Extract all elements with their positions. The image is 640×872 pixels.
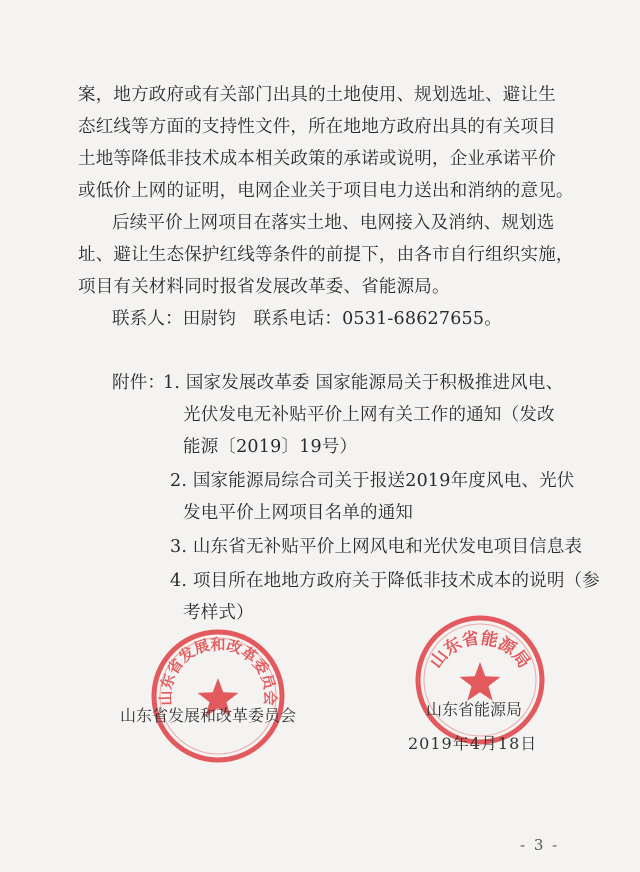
drc-seal-arc-text: 山东省发展和改革委员会 xyxy=(156,635,280,706)
drc-seal-graphic xyxy=(148,626,288,766)
paragraph-1-line-3: 土地等降低非技术成本相关政策的承诺或说明，企业承诺平价 xyxy=(78,149,556,169)
page-number: - 3 - xyxy=(520,836,560,854)
paragraph-1-line-1: 案，地方政府或有关部门出具的土地使用、规划选址、避让生 xyxy=(78,85,556,105)
paragraph-2-line-1: 后续平价上网项目在落实土地、电网接入及消纳、规划选 xyxy=(112,213,555,233)
attachment-4-line-2: 考样式） xyxy=(183,603,254,623)
attachment-2-line-2: 发电平价上网项目名单的通知 xyxy=(183,503,414,523)
attachment-1-line-1: 1. 国家发展改革委 国家能源局关于积极推进风电、 xyxy=(163,373,564,393)
nea-seal-arc-text: 山东省能源局 xyxy=(426,628,534,673)
attachment-1-line-2: 光伏发电无补贴平价上网有关工作的通知（发改 xyxy=(183,405,555,425)
nea-signature: 山东省能源局 xyxy=(426,700,523,719)
attachments-label: 附件： xyxy=(112,373,166,393)
paragraph-2-line-2: 址、避让生态保护红线等条件的前提下，由各市自行组织实施， xyxy=(78,245,574,265)
nea-seal-stamp xyxy=(412,612,548,748)
drc-seal-stamp xyxy=(148,626,288,766)
drc-signature: 山东省发展和改革委员会 xyxy=(120,706,297,725)
nea-seal-graphic xyxy=(412,612,548,748)
paragraph-2-line-3: 项目有关材料同时报省发展改革委、省能源局。 xyxy=(78,277,450,297)
paragraph-1-line-2: 态红线等方面的支持性文件，所在地地方政府出具的有关项目 xyxy=(78,117,556,137)
contact-line: 联系人：田尉钧 联系电话：0531-68627655。 xyxy=(112,309,502,329)
attachment-2-line-1: 2. 国家能源局综合司关于报送2019年度风电、光伏 xyxy=(170,471,575,491)
attachment-3-line-1: 3. 山东省无补贴平价上网风电和光伏发电项目信息表 xyxy=(170,537,583,557)
paragraph-1-line-4: 或低价上网的证明，电网企业关于项目电力送出和消纳的意见。 xyxy=(78,181,574,201)
issue-date: 2019年4月18日 xyxy=(408,734,538,753)
attachment-1-line-3: 能源〔2019〕19号） xyxy=(183,437,358,457)
attachment-4-line-1: 4. 项目所在地地方政府关于降低非技术成本的说明（参 xyxy=(170,571,600,591)
